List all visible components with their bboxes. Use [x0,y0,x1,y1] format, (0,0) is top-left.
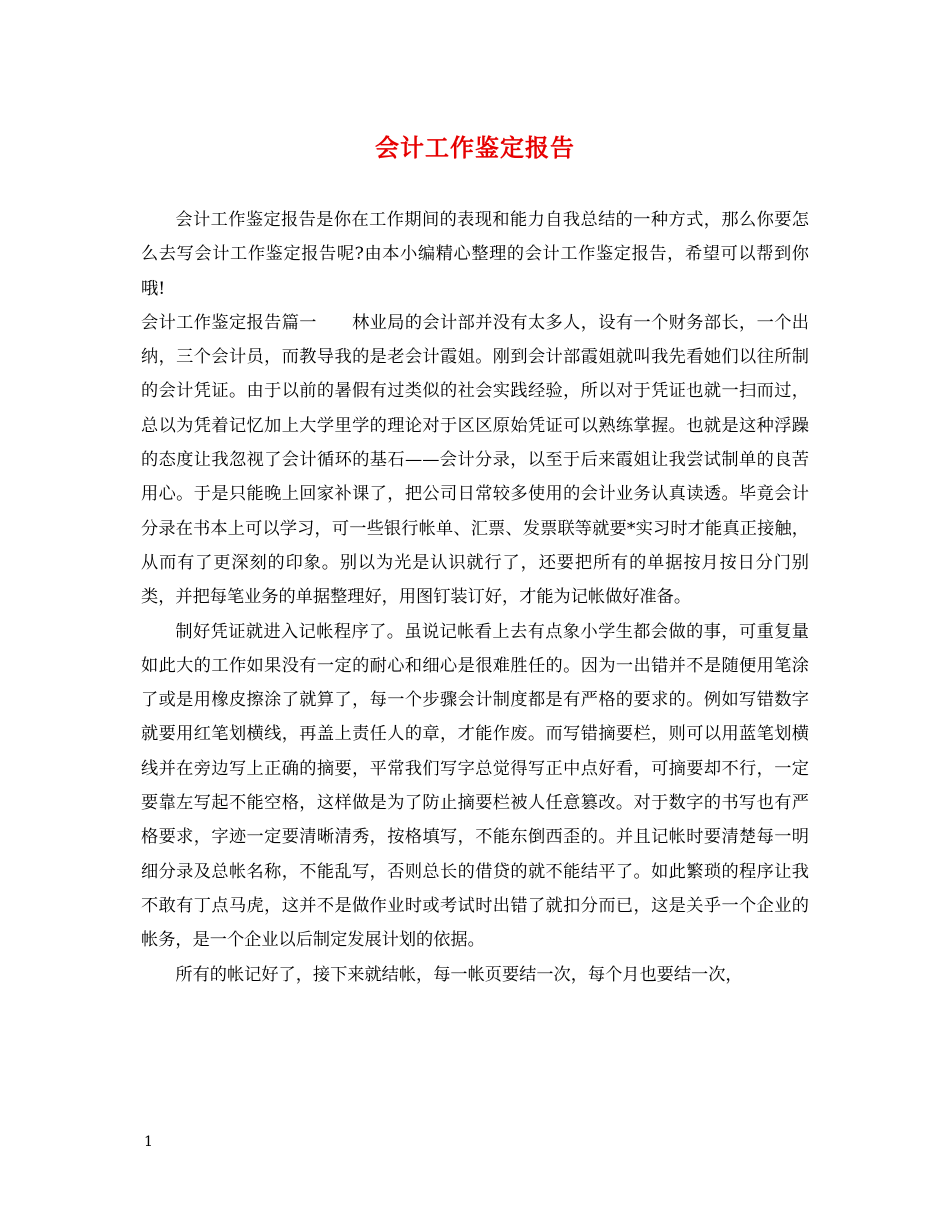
section-one-paragraph: 会计工作鉴定报告篇一 林业局的会计部并没有太多人，设有一个财务部长，一个出纳，三个会计员，而教导我的是老会计霞姐。刚到会计部霞姐就叫我先看她们以往所制的会计凭证。由于以前的暑假有过类似的社会实践经验，所以对于凭证也就一扫而过，总以为凭着记忆加上大学里学的理论对于区区原始凭证可以熟练掌握。也就是这种浮躁的态度让我忽视了会计循环的基石——会计分录，以至于后来霞姐让我尝试制单的良苦用心。于是只能晚上回家补课了，把公司日常较多使用的会计业务认真读透。毕竟会计分录在书本上可以学习，可一些银行帐单、汇票、发票联等就要*实习时才能真正接触，从而有了更深刻的印象。别以为光是认识就行了，还要把所有的单据按月按日分门别类，并把每笔业务的单据整理好，用图钉装订好，才能为记帐做好准备。 [141,312,809,608]
intro-paragraph: 会计工作鉴定报告是你在工作期间的表现和能力自我总结的一种方式，那么你要怎么去写会计工作鉴定报告呢?由本小编精心整理的会计工作鉴定报告，希望可以帮到你哦! [141,210,809,299]
closing-paragraph: 所有的帐记好了，接下来就结帐，每一帐页要结一次，每个月也要结一次， [175,964,743,985]
document-body [141,203,809,992]
bookkeeping-paragraph: 制好凭证就进入记帐程序了。虽说记帐看上去有点象小学生都会做的事，可重复量如此大的工作如果没有一定的耐心和细心是很难胜任的。因为一出错并不是随便用笔涂了或是用橡皮擦涂了就算了，每一个步骤会计制度都是有严格的要求的。例如写错数字就要用红笔划横线，再盖上责任人的章，才能作废。而写错摘要栏，则可以用蓝笔划横线并在旁边写上正确的摘要，平常我们写字总觉得写正中点好看，可摘要却不行，一定要靠左写起不能空格，这样做是为了防止摘要栏被人任意篡改。对于数字的书写也有严格要求，字迹一定要清晰清秀，按格填写，不能东倒西歪的。并且记帐时要清楚每一明细分录及总帐名称，不能乱写，否则总长的借贷的就不能结平了。如此繁琐的程序让我不敢有丁点马虎，这并不是做作业时或考试时出错了就扣分而已，这是关乎一个企业的帐务，是一个企业以后制定发展计划的依据。 [141,621,809,951]
page-number: 1 [144,1134,153,1150]
document-title: 会计工作鉴定报告 [375,133,575,162]
